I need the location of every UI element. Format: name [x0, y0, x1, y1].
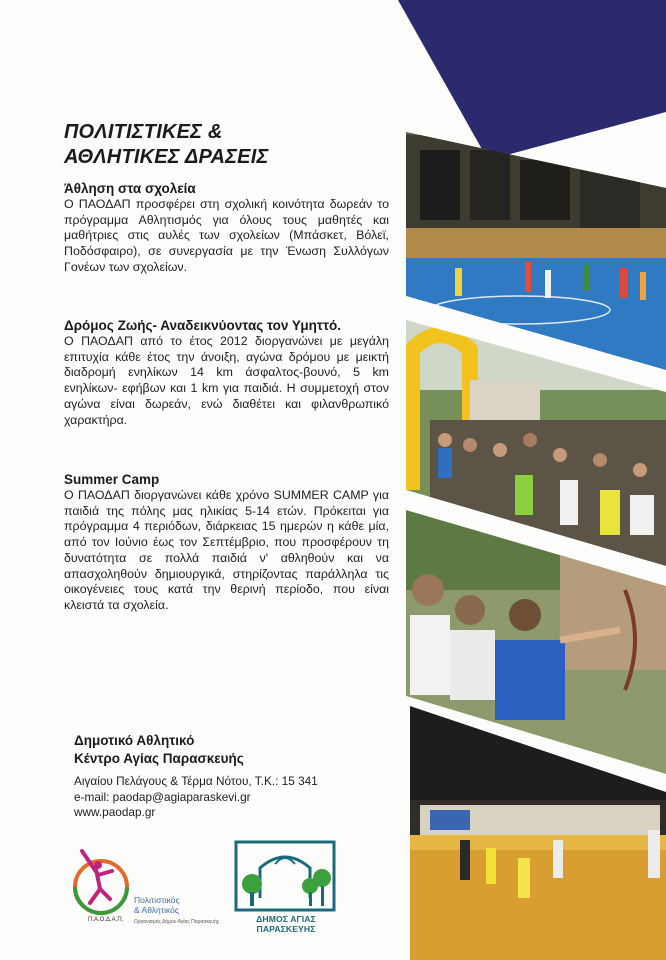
paodap-logo-line-1: Πολιτιστικός	[134, 895, 180, 905]
paodap-logo-line-2: & Αθλητικός	[134, 905, 179, 915]
website: www.paodap.gr	[74, 805, 156, 819]
section-summer-camp	[64, 471, 389, 614]
organization-footer	[74, 732, 374, 821]
paodap-logo-tagline: Οργανισμός Δήμου Αγίας Παρασκευής	[134, 919, 220, 925]
page-heading	[64, 120, 384, 170]
email: e-mail: paodap@agiaparaskevi.gr	[74, 789, 251, 804]
dimos-logo-text: ΔΗΜΟΣ ΑΓΙΑΣ ΠΑΡΑΣΚΕΥΗΣ	[256, 914, 316, 934]
section-body: Ο ΠΑΟΔΑΠ προσφέρει στη σχολική κοινότητα δωρεάν το πρόγραμμα Αθλητισμός για όλους τους μαθητές και μαθήτριες στις αυλές των σχολείων (Μπάσκετ, Βόλεϊ, Ποδόσφαιρο), σε συνεργασία με την Ένωση Συλλόγων Γονέων των σχολείων.	[64, 197, 389, 274]
section-body: Ο ΠΑΟΔΑΠ από το έτος 2012 διοργανώνει με μεγάλη επιτυχία κάθε έτος την άνοιξη, αγώνα δρόμου με μεικτή διαδρομή ενηλίκων 14 km άσφαλτος-βουνό, 5 km ενηλίκων- εφήβων και 1 km για παιδιά. Η συμμετοχή στον αγώνα είναι δωρεάν, ενώ διαθέτει και φιλανθρωπικό χαρακτήρα.	[64, 334, 389, 427]
heading-line-1: ΠΟΛΙΤΙΣΤΙΚΕΣ &	[64, 121, 223, 143]
dimos-logo	[230, 838, 342, 934]
section-school-sports	[64, 180, 389, 276]
heading-line-2: ΑΘΛΗΤΙΚΕΣ ΔΡΑΣΕΙΣ	[64, 146, 269, 168]
section-title: Summer Camp	[64, 472, 160, 487]
paodap-logo-name: Π.Α.Ο.Δ.Α.Π.	[88, 917, 124, 923]
section-title: Άθληση στα σχολεία	[64, 181, 196, 196]
section-body: Ο ΠΑΟΔΑΠ διοργανώνει κάθε χρόνο SUMMER CAMP για παιδιά της πόλης μας ηλικίας 5-14 ετών. Πρόκειται για πρόγραμμα 4 περιόδων, διάρκειας 15 ημερών η κάθε μία, από τον Ιούνιο έως τον Σεπτέμβριο, που προσφέρουν τη δυνατότητα σε πολλά παιδιά ν' αθληθούν και να απασχοληθούν δημιουργικά, στηρίζοντας παράλληλα τις οικογένειες τους κατά την θερινή περίοδο, που είναι κλειστά τα σχολεία.	[64, 488, 389, 612]
org-name-line-1: Δημοτικό Αθλητικό	[74, 733, 195, 748]
paodap-emblem-icon	[68, 843, 138, 923]
org-name-line-2: Κέντρο Αγίας Παρασκευής	[74, 751, 244, 766]
section-title: Δρόμος Ζωής- Αναδεικνύοντας τον Υμηττό.	[64, 318, 341, 333]
dimos-building-icon	[230, 838, 342, 914]
paodap-logo	[68, 843, 218, 928]
address: Αιγαίου Πελάγους & Τέρμα Νότου, Τ.Κ.: 15 341	[74, 774, 318, 788]
section-road-of-life	[64, 317, 389, 428]
